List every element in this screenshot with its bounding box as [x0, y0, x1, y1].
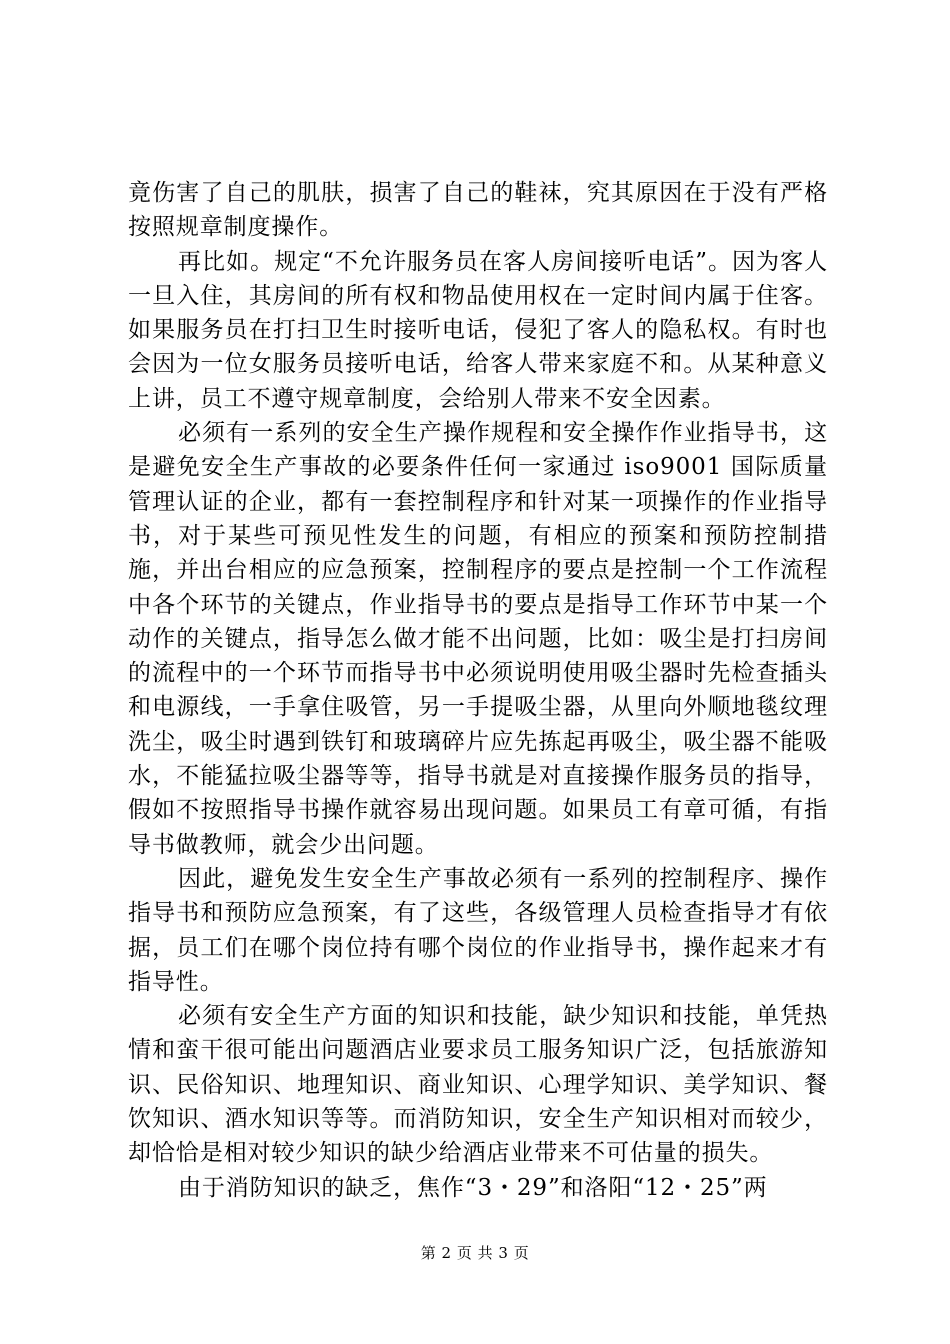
- paragraph: 竟伤害了自己的肌肤，损害了自己的鞋袜，究其原因在于没有严格按照规章制度操作。: [128, 180, 828, 241]
- paragraph: 必须有安全生产方面的知识和技能，缺少知识和技能，单凭热情和蛮干很可能出问题酒店业要求员工服务知识广泛，包括旅游知识、民俗知识、地理知识、商业知识、心理学知识、美学知识、餐饮知识、酒水知识等等。而消防知识，安全生产知识相对而较少，却恰恰是相对较少知识的缺少给酒店业带来不可估量的损失。: [128, 1003, 828, 1167]
- paragraph: 必须有一系列的安全生产操作规程和安全操作作业指导书，这是避免安全生产事故的必要条件任何一家通过 iso9001 国际质量管理认证的企业，都有一套控制程序和针对某一项操作的作业指导书，对于某些可预见性发生的问题，有相应的预案和预防控制措施，并出台相应的应急预案，控制程序的要点是控制一个工作流程中各个环节的关键点，作业指导书的要点是指导工作环节中某一个动作的关键点，指导怎么做才能不出问题，比如：吸尘是打扫房间的流程中的一个环节而指导书中必须说明使用吸尘器时先检查插头和电源线，一手拿住吸管，另一手提吸尘器，从里向外顺地毯纹理洗尘，吸尘时遇到铁钉和玻璃碎片应先拣起再吸尘，吸尘器不能吸水，不能猛拉吸尘器等等，指导书就是对直接操作服务员的指导，假如不按照指导书操作就容易出现问题。如果员工有章可循，有指导书做教师，就会少出问题。: [128, 420, 828, 858]
- body-text: [128, 176, 828, 1205]
- paragraph: 再比如。规定“不允许服务员在客人房间接听电话”。因为客人一旦入住，其房间的所有权和物品使用权在一定时间内属于住客。如果服务员在打扫卫生时接听电话，侵犯了客人的隐私权。有时也会因为一位女服务员接听电话，给客人带来家庭不和。从某种意义上讲，员工不遵守规章制度，会给别人带来不安全因素。: [128, 248, 828, 412]
- page-number-label: 第 2 页 共 3 页: [420, 1244, 530, 1262]
- paragraph: 因此，避免发生安全生产事故必须有一系列的控制程序、操作指导书和预防应急预案，有了这些，各级管理人员检查指导才有依据，员工们在哪个岗位持有哪个岗位的作业指导书，操作起来才有指导性。: [128, 865, 828, 995]
- page-footer: [0, 1243, 950, 1263]
- paragraph: 由于消防知识的缺乏，焦作“3・29”和洛阳“12・25”两: [178, 1174, 768, 1201]
